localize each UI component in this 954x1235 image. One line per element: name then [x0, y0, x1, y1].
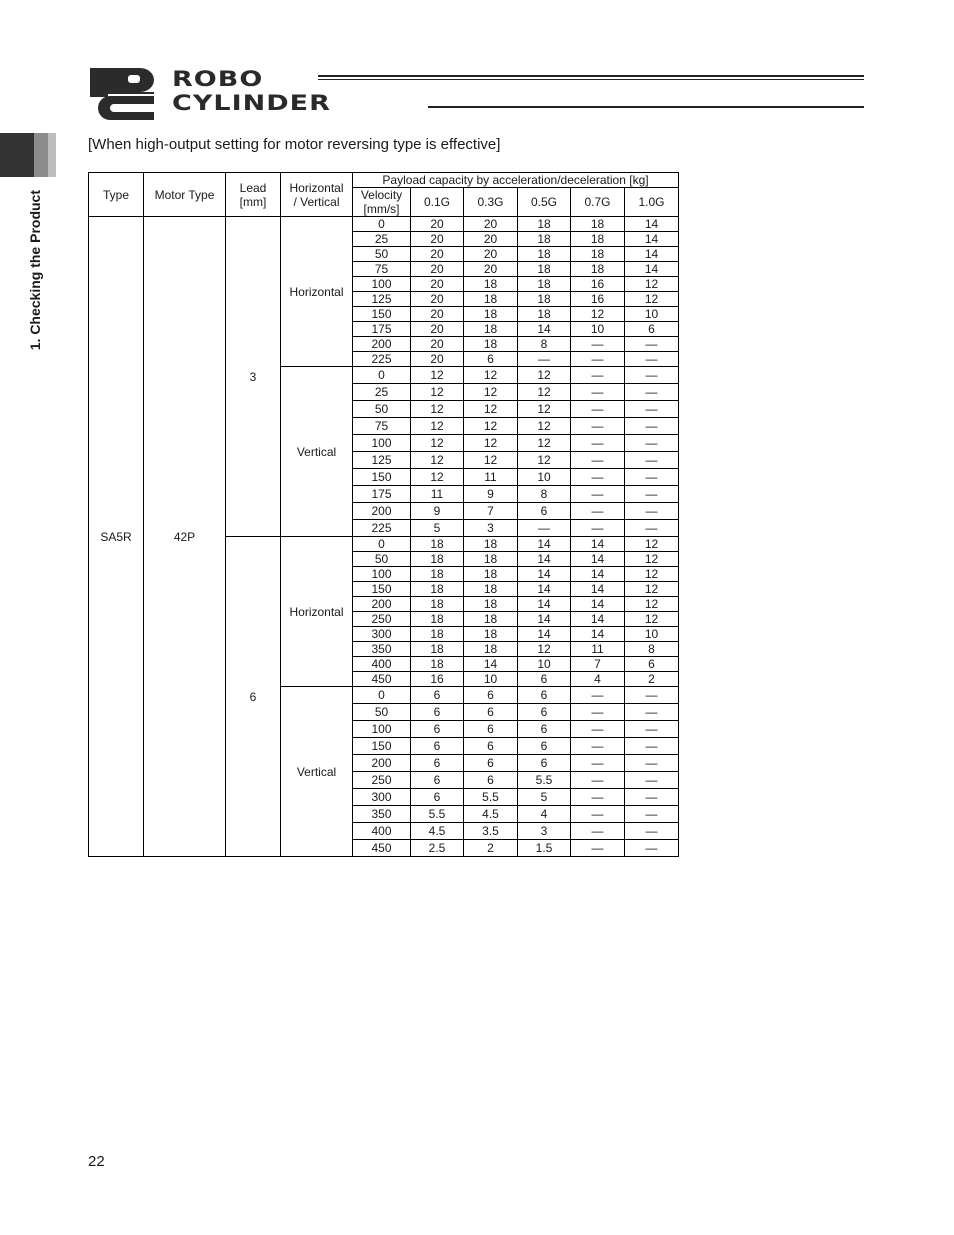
- cell-payload: 16: [411, 672, 464, 687]
- cell-payload: —: [571, 520, 625, 537]
- cell-payload: 11: [571, 642, 625, 657]
- cell-payload: —: [625, 367, 679, 384]
- cell-payload: —: [625, 789, 679, 806]
- cell-payload: 3: [464, 520, 518, 537]
- cell-payload: 14: [571, 597, 625, 612]
- cell-payload: 20: [464, 232, 518, 247]
- cell-payload: —: [625, 452, 679, 469]
- cell-payload: 5.5: [518, 772, 571, 789]
- cell-velocity: 75: [353, 262, 411, 277]
- cell-payload: 20: [464, 247, 518, 262]
- cell-payload: —: [625, 721, 679, 738]
- cell-payload: —: [571, 840, 625, 857]
- cell-payload: —: [571, 806, 625, 823]
- cell-payload: 18: [464, 537, 518, 552]
- cell-payload: 14: [571, 582, 625, 597]
- cell-payload: 18: [464, 582, 518, 597]
- cell-payload: —: [571, 704, 625, 721]
- cell-payload: 18: [464, 337, 518, 352]
- cell-payload: 18: [518, 307, 571, 322]
- cell-payload: 20: [464, 262, 518, 277]
- cell-velocity: 125: [353, 452, 411, 469]
- cell-payload: 18: [464, 642, 518, 657]
- cell-velocity: 100: [353, 435, 411, 452]
- cell-payload: —: [518, 520, 571, 537]
- cell-payload: 6: [411, 738, 464, 755]
- cell-payload: 14: [518, 627, 571, 642]
- cell-payload: 5: [411, 520, 464, 537]
- cell-payload: 18: [518, 217, 571, 232]
- cell-payload: 18: [411, 552, 464, 567]
- cell-payload: 12: [625, 612, 679, 627]
- cell-payload: 2: [464, 840, 518, 857]
- cell-payload: 4.5: [464, 806, 518, 823]
- cell-velocity: 250: [353, 612, 411, 627]
- cell-payload: —: [571, 352, 625, 367]
- cell-orientation: Horizontal: [281, 537, 353, 687]
- cell-payload: 12: [625, 552, 679, 567]
- cell-payload: —: [625, 352, 679, 367]
- cell-payload: 18: [518, 262, 571, 277]
- cell-payload: 12: [625, 582, 679, 597]
- cell-payload: 12: [411, 418, 464, 435]
- header-orientation: [281, 173, 353, 217]
- cell-velocity: 0: [353, 217, 411, 232]
- side-tab-block: [0, 133, 34, 177]
- cell-velocity: 200: [353, 597, 411, 612]
- cell-payload: 6: [411, 687, 464, 704]
- cell-payload: 4.5: [411, 823, 464, 840]
- cell-payload: 6: [518, 672, 571, 687]
- cell-payload: 20: [411, 262, 464, 277]
- cell-velocity: 350: [353, 806, 411, 823]
- cell-payload: 6: [464, 704, 518, 721]
- header-accel: 0.3G: [464, 188, 518, 217]
- cell-payload: —: [625, 337, 679, 352]
- cell-payload: 6: [411, 704, 464, 721]
- cell-payload: 18: [571, 232, 625, 247]
- cell-payload: 14: [518, 552, 571, 567]
- cell-payload: 14: [625, 232, 679, 247]
- cell-payload: 20: [464, 217, 518, 232]
- cell-payload: —: [625, 469, 679, 486]
- cell-payload: 18: [464, 597, 518, 612]
- cell-payload: 20: [411, 247, 464, 262]
- cell-payload: 18: [464, 567, 518, 582]
- cell-velocity: 25: [353, 384, 411, 401]
- cell-payload: 12: [625, 597, 679, 612]
- cell-payload: 18: [411, 582, 464, 597]
- cell-velocity: 200: [353, 337, 411, 352]
- cell-payload: 20: [411, 322, 464, 337]
- cell-payload: 14: [518, 597, 571, 612]
- cell-payload: 8: [518, 337, 571, 352]
- cell-payload: —: [625, 687, 679, 704]
- cell-payload: —: [625, 840, 679, 857]
- cell-orientation: Vertical: [281, 687, 353, 857]
- cell-velocity: 175: [353, 322, 411, 337]
- cell-velocity: 0: [353, 537, 411, 552]
- cell-velocity: 100: [353, 721, 411, 738]
- cell-payload: —: [571, 469, 625, 486]
- cell-payload: 8: [518, 486, 571, 503]
- cell-payload: 12: [625, 292, 679, 307]
- table-row: [89, 217, 679, 232]
- cell-payload: —: [571, 789, 625, 806]
- cell-payload: 4: [518, 806, 571, 823]
- cell-payload: 11: [411, 486, 464, 503]
- cell-payload: 8: [625, 642, 679, 657]
- header-type: Type: [89, 173, 144, 217]
- cell-velocity: 50: [353, 401, 411, 418]
- cell-payload: 10: [625, 307, 679, 322]
- cell-payload: 14: [625, 247, 679, 262]
- cell-payload: 6: [411, 772, 464, 789]
- cell-payload: —: [625, 384, 679, 401]
- cell-velocity: 225: [353, 352, 411, 367]
- cell-payload: 20: [411, 232, 464, 247]
- cell-payload: 6: [411, 789, 464, 806]
- cell-payload: —: [625, 401, 679, 418]
- cell-velocity: 150: [353, 469, 411, 486]
- cell-payload: 6: [518, 503, 571, 520]
- cell-velocity: 100: [353, 277, 411, 292]
- header-lead: [226, 173, 281, 217]
- cell-velocity: 0: [353, 367, 411, 384]
- cell-payload: 18: [518, 232, 571, 247]
- cell-payload: 3.5: [464, 823, 518, 840]
- cell-velocity: 400: [353, 657, 411, 672]
- cell-payload: 18: [464, 552, 518, 567]
- cell-payload: 6: [411, 721, 464, 738]
- cell-payload: 14: [518, 567, 571, 582]
- cell-payload: 12: [518, 452, 571, 469]
- cell-velocity: 0: [353, 687, 411, 704]
- cell-payload: 10: [625, 627, 679, 642]
- cell-payload: 12: [411, 401, 464, 418]
- cell-payload: 2.5: [411, 840, 464, 857]
- cell-payload: —: [571, 486, 625, 503]
- cell-payload: 18: [464, 307, 518, 322]
- side-tab-accent-light: [48, 133, 56, 177]
- cell-payload: 18: [411, 627, 464, 642]
- cell-payload: —: [625, 772, 679, 789]
- cell-payload: 7: [464, 503, 518, 520]
- rc-logo-mark: [88, 66, 168, 120]
- header-velocity: [353, 188, 411, 217]
- cell-payload: 4: [571, 672, 625, 687]
- cell-velocity: 150: [353, 582, 411, 597]
- cell-payload: 6: [411, 755, 464, 772]
- cell-payload: 18: [464, 322, 518, 337]
- cell-payload: 20: [411, 352, 464, 367]
- header-accel: 1.0G: [625, 188, 679, 217]
- cell-payload: 6: [464, 721, 518, 738]
- cell-payload: 7: [571, 657, 625, 672]
- cell-payload: —: [571, 435, 625, 452]
- cell-payload: 5.5: [411, 806, 464, 823]
- cell-velocity: 225: [353, 520, 411, 537]
- cell-payload: 14: [571, 612, 625, 627]
- header-motor-type: Motor Type: [144, 173, 226, 217]
- cell-velocity: 125: [353, 292, 411, 307]
- cell-payload: 14: [518, 322, 571, 337]
- cell-payload: 12: [411, 367, 464, 384]
- cell-orientation: Vertical: [281, 367, 353, 537]
- section-heading: [When high-output setting for motor reversing type is effective]: [88, 136, 501, 153]
- cell-payload: 18: [411, 612, 464, 627]
- header-payload: Payload capacity by acceleration/deceleration [kg]: [353, 173, 679, 188]
- cell-velocity: 200: [353, 503, 411, 520]
- header-lead-text: Lead [mm]: [239, 180, 267, 209]
- cell-payload: —: [571, 738, 625, 755]
- cell-payload: 20: [411, 337, 464, 352]
- logo-text-robo: ROBO: [172, 67, 264, 92]
- cell-payload: —: [625, 435, 679, 452]
- cell-type: SA5R: [89, 217, 144, 857]
- cell-payload: —: [518, 352, 571, 367]
- cell-payload: —: [571, 384, 625, 401]
- cell-velocity: 400: [353, 823, 411, 840]
- cell-payload: 10: [518, 469, 571, 486]
- cell-payload: 12: [411, 435, 464, 452]
- cell-motor-type: 42P: [144, 217, 226, 857]
- cell-payload: 18: [518, 277, 571, 292]
- logo-rule: [428, 106, 864, 108]
- cell-payload: —: [571, 401, 625, 418]
- cell-payload: 10: [518, 657, 571, 672]
- cell-payload: 20: [411, 217, 464, 232]
- cell-payload: 12: [464, 452, 518, 469]
- cell-payload: 6: [464, 738, 518, 755]
- cell-payload: 12: [518, 435, 571, 452]
- cell-payload: —: [625, 738, 679, 755]
- cell-orientation: Horizontal: [281, 217, 353, 367]
- cell-payload: 6: [518, 738, 571, 755]
- cell-payload: 12: [571, 307, 625, 322]
- cell-velocity: 150: [353, 307, 411, 322]
- cell-payload: 20: [411, 277, 464, 292]
- cell-payload: —: [571, 687, 625, 704]
- logo-rule: [318, 75, 864, 77]
- cell-payload: 5.5: [464, 789, 518, 806]
- cell-payload: —: [571, 452, 625, 469]
- header-accel: 0.1G: [411, 188, 464, 217]
- cell-payload: 6: [464, 755, 518, 772]
- cell-payload: 12: [464, 367, 518, 384]
- header-velocity-text: Velocity [mm/s]: [360, 188, 403, 216]
- cell-velocity: 50: [353, 247, 411, 262]
- cell-payload: —: [571, 337, 625, 352]
- cell-payload: 14: [518, 582, 571, 597]
- payload-capacity-table: [88, 172, 679, 857]
- cell-payload: 14: [571, 537, 625, 552]
- cell-payload: 6: [518, 755, 571, 772]
- cell-payload: 11: [464, 469, 518, 486]
- page-number: 22: [88, 1153, 105, 1170]
- cell-payload: 6: [518, 721, 571, 738]
- cell-payload: 18: [518, 292, 571, 307]
- cell-velocity: 450: [353, 672, 411, 687]
- cell-payload: 18: [464, 612, 518, 627]
- cell-payload: 12: [464, 418, 518, 435]
- cell-payload: 12: [518, 642, 571, 657]
- cell-payload: —: [625, 823, 679, 840]
- cell-payload: 18: [571, 247, 625, 262]
- cell-payload: —: [571, 772, 625, 789]
- cell-velocity: 150: [353, 738, 411, 755]
- cell-payload: 18: [411, 537, 464, 552]
- cell-payload: 10: [464, 672, 518, 687]
- cell-velocity: 100: [353, 567, 411, 582]
- cell-payload: —: [571, 418, 625, 435]
- cell-payload: 6: [625, 322, 679, 337]
- cell-payload: —: [625, 503, 679, 520]
- cell-payload: 9: [464, 486, 518, 503]
- cell-payload: 14: [625, 262, 679, 277]
- cell-payload: 5: [518, 789, 571, 806]
- cell-payload: 18: [411, 642, 464, 657]
- cell-velocity: 450: [353, 840, 411, 857]
- cell-payload: —: [625, 520, 679, 537]
- cell-velocity: 350: [353, 642, 411, 657]
- cell-payload: —: [625, 755, 679, 772]
- cell-payload: 6: [625, 657, 679, 672]
- cell-payload: 14: [464, 657, 518, 672]
- header-accel: 0.7G: [571, 188, 625, 217]
- cell-payload: —: [571, 823, 625, 840]
- cell-payload: 12: [411, 452, 464, 469]
- cell-payload: —: [625, 486, 679, 503]
- cell-payload: 18: [411, 657, 464, 672]
- cell-payload: 20: [411, 292, 464, 307]
- cell-payload: 12: [411, 384, 464, 401]
- cell-velocity: 50: [353, 704, 411, 721]
- cell-velocity: 200: [353, 755, 411, 772]
- cell-payload: 14: [571, 627, 625, 642]
- cell-payload: —: [571, 755, 625, 772]
- cell-payload: 12: [464, 401, 518, 418]
- cell-payload: 18: [464, 292, 518, 307]
- cell-payload: —: [625, 704, 679, 721]
- cell-payload: 6: [464, 772, 518, 789]
- cell-payload: 14: [518, 612, 571, 627]
- cell-payload: 12: [464, 435, 518, 452]
- cell-payload: 14: [571, 567, 625, 582]
- cell-payload: 6: [518, 687, 571, 704]
- cell-payload: 14: [571, 552, 625, 567]
- cell-velocity: 300: [353, 789, 411, 806]
- cell-payload: —: [571, 503, 625, 520]
- cell-payload: 6: [464, 352, 518, 367]
- cell-payload: 12: [518, 418, 571, 435]
- cell-velocity: 75: [353, 418, 411, 435]
- cell-payload: 18: [411, 567, 464, 582]
- cell-payload: 9: [411, 503, 464, 520]
- cell-velocity: 50: [353, 552, 411, 567]
- cell-payload: 20: [411, 307, 464, 322]
- cell-payload: 2: [625, 672, 679, 687]
- cell-payload: 6: [518, 704, 571, 721]
- chapter-label: 1. Checking the Product: [27, 190, 43, 351]
- cell-velocity: 175: [353, 486, 411, 503]
- cell-payload: 3: [518, 823, 571, 840]
- cell-payload: 10: [571, 322, 625, 337]
- cell-payload: 18: [464, 627, 518, 642]
- logo-rule: [318, 79, 864, 80]
- logo-text-cylinder: CYLINDER: [172, 91, 331, 116]
- cell-payload: 14: [625, 217, 679, 232]
- cell-payload: 12: [518, 367, 571, 384]
- cell-payload: 18: [411, 597, 464, 612]
- cell-payload: 12: [518, 401, 571, 418]
- cell-payload: 18: [571, 262, 625, 277]
- cell-payload: 12: [411, 469, 464, 486]
- cell-payload: 12: [625, 277, 679, 292]
- header-accel: 0.5G: [518, 188, 571, 217]
- cell-lead: 3: [226, 217, 281, 537]
- cell-payload: 12: [464, 384, 518, 401]
- cell-payload: 12: [625, 567, 679, 582]
- cell-velocity: 300: [353, 627, 411, 642]
- cell-velocity: 250: [353, 772, 411, 789]
- cell-payload: 1.5: [518, 840, 571, 857]
- header-orientation-text: Horizontal / Vertical: [289, 180, 344, 209]
- cell-payload: 16: [571, 277, 625, 292]
- cell-payload: 18: [518, 247, 571, 262]
- cell-payload: —: [625, 806, 679, 823]
- cell-payload: 18: [464, 277, 518, 292]
- cell-payload: —: [625, 418, 679, 435]
- cell-payload: 6: [464, 687, 518, 704]
- cell-payload: —: [571, 721, 625, 738]
- cell-payload: 12: [518, 384, 571, 401]
- cell-payload: —: [571, 367, 625, 384]
- cell-payload: 18: [571, 217, 625, 232]
- cell-payload: 12: [625, 537, 679, 552]
- cell-payload: 16: [571, 292, 625, 307]
- cell-lead: 6: [226, 537, 281, 857]
- cell-payload: 14: [518, 537, 571, 552]
- cell-velocity: 25: [353, 232, 411, 247]
